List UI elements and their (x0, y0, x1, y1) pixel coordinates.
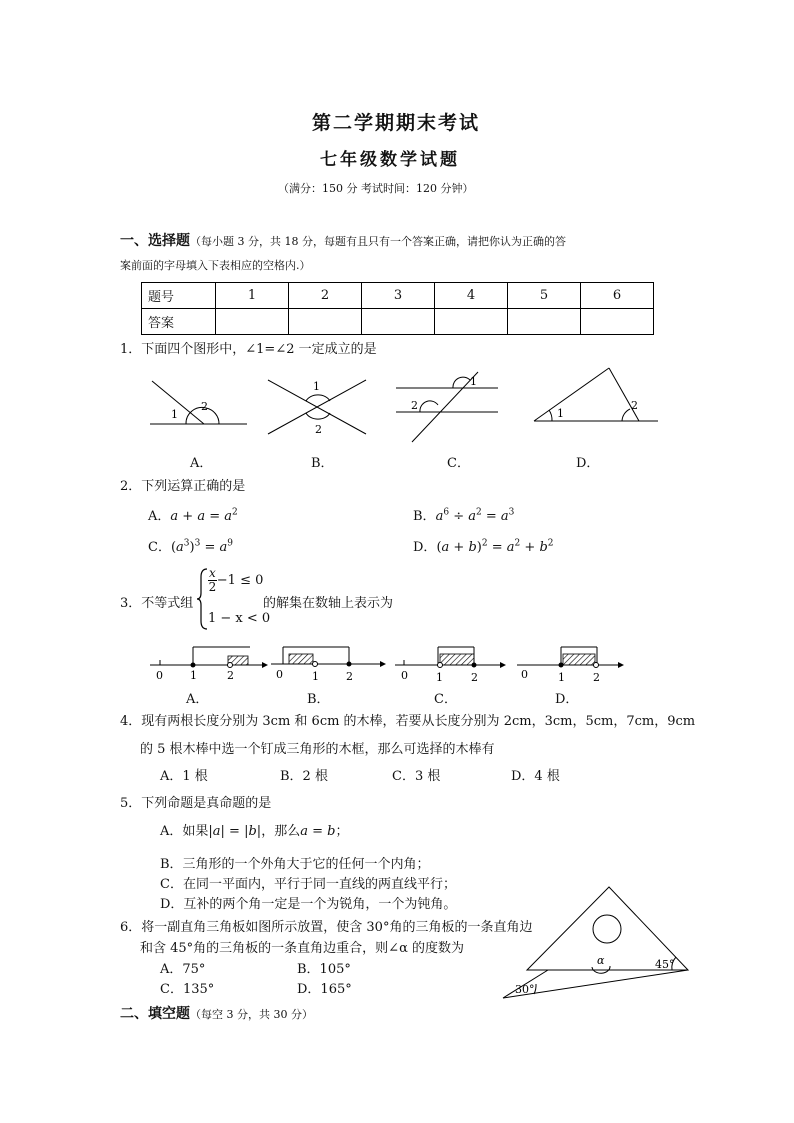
q5-option-a-post: ，那么 (261, 824, 301, 839)
q5-option-b[interactable]: B．三角形的一个外角大于它的任何一个内角； (160, 857, 430, 872)
q2-option-d-label: D． (413, 540, 437, 555)
q4-line2: 的 5 根木棒中选一个钉成三角形的木框，那么可选择的木棒有 (140, 742, 495, 757)
table-cell: 6 (581, 283, 654, 309)
svg-text:1: 1 (171, 408, 178, 421)
section2-heading-line (120, 1003, 313, 1023)
svg-text:1: 1 (313, 380, 320, 393)
q2-option-b-label: B． (413, 509, 436, 524)
q2-option-a[interactable]: A．$a + a = a^2$ (148, 507, 238, 524)
table-label-answer: 答案 (142, 309, 216, 335)
section1-heading: 一、选择题 (120, 233, 190, 249)
svg-text:1: 1 (470, 375, 477, 388)
q6-line2: 和含 45°角的三角板的一条直角边重合，则∠α 的度数为 (140, 941, 464, 956)
svg-text:1: 1 (558, 671, 565, 684)
q6-option-b[interactable]: B．105° (297, 962, 351, 977)
q6-30-label: 30° (515, 983, 535, 996)
q1-label-a: A． (190, 456, 213, 471)
q1-label-b: B． (311, 456, 334, 471)
q3-line1-rest: −1 ≤ 0 (216, 573, 264, 588)
table-cell: 5 (508, 283, 581, 309)
svg-text:2: 2 (227, 669, 234, 682)
q5-option-d[interactable]: D．互补的两个角一定是一个为锐角，一个为钝角。 (160, 897, 457, 912)
section1-note-1: （每小题 3 分，共 18 分，每题有且只有一个答案正确，请把你认为正确的答 (190, 235, 566, 248)
svg-text:0: 0 (401, 669, 408, 682)
section2-heading: 二、填空题 (120, 1006, 190, 1022)
q4-option-a[interactable]: A．1 根 (160, 769, 208, 784)
section1-note-2: 案前面的字母填入下表相应的空格内.） (120, 259, 311, 272)
q3-label-c: C． (434, 692, 457, 707)
svg-text:2: 2 (471, 671, 478, 684)
table-cell: 3 (362, 283, 435, 309)
q6-45-label: 45° (655, 958, 675, 971)
section2-note: （每空 3 分，共 30 分） (190, 1008, 313, 1021)
q2-option-c[interactable]: C．$(a^3)^3 = a^9$ (148, 538, 234, 555)
table-cell: 4 (435, 283, 508, 309)
q3-label-a: A． (186, 692, 209, 707)
q3-system-line2: 1 − x < 0 (208, 611, 271, 626)
q5-stem: 5．下列命题是真命题的是 (120, 796, 272, 811)
exam-info: （满分：150 分 考试时间：120 分钟） (278, 182, 474, 195)
q2-stem: 2．下列运算正确的是 (120, 479, 246, 494)
q3-tail: 的解集在数轴上表示为 (263, 596, 394, 611)
svg-text:0: 0 (156, 669, 163, 682)
q2-option-c-label: C． (148, 540, 171, 555)
q4-option-c[interactable]: C．3 根 (392, 769, 441, 784)
q1-label-c: C． (447, 456, 470, 471)
q6-option-d[interactable]: D．165° (297, 982, 352, 997)
q3-num: 3．不等式组 (120, 596, 194, 611)
q6-option-a[interactable]: A．75° (160, 962, 206, 977)
svg-text:0: 0 (276, 668, 283, 681)
svg-text:2: 2 (631, 399, 638, 412)
svg-text:2: 2 (315, 423, 322, 436)
table-cell: 2 (289, 283, 362, 309)
q5-option-a-pre: A．如果 (160, 824, 209, 839)
exam-subtitle: 七年级数学试题 (320, 150, 460, 170)
table-cell: 1 (216, 283, 289, 309)
q4-line1: 4．现有两根长度分别为 3cm 和 6cm 的木棒，若要从长度分别为 2cm，3cm，5cm，7cm，9cm (120, 714, 696, 729)
q4-option-d[interactable]: D．4 根 (511, 769, 560, 784)
q1-stem: 1．下面四个图形中，∠1=∠2 一定成立的是 (120, 342, 377, 357)
q2-option-a-label: A． (148, 509, 171, 524)
svg-text:1: 1 (312, 670, 319, 683)
svg-text:0: 0 (521, 668, 528, 681)
q3-label-d: D． (555, 692, 579, 707)
table-label-number: 题号 (142, 283, 216, 309)
q6-alpha-label: α (597, 954, 605, 967)
svg-text:2: 2 (593, 671, 600, 684)
q5-option-c[interactable]: C．在同一平面内，平行于同一直线的两直线平行； (160, 877, 456, 892)
q2-option-d[interactable]: D．$(a + b)^2 = a^2 + b^2$ (413, 538, 554, 555)
svg-text:2: 2 (201, 400, 208, 413)
q4-option-b[interactable]: B．2 根 (280, 769, 328, 784)
q6-option-c[interactable]: C．135° (160, 982, 215, 997)
svg-text:1: 1 (436, 671, 443, 684)
q5-option-a[interactable]: A．如果|a| = |b|，那么a = b； (160, 824, 349, 839)
svg-text:2: 2 (346, 670, 353, 683)
q3-label-b: B． (307, 692, 330, 707)
exam-title: 第二学期期末考试 (312, 112, 481, 134)
svg-text:1: 1 (557, 407, 564, 420)
q6-line1: 6．将一副直角三角板如图所示放置，使含 30°角的三角板的一条直角边 (120, 920, 533, 935)
svg-text:2: 2 (411, 399, 418, 412)
q1-label-d: D． (576, 456, 600, 471)
q3-system-line1: $\frac{x}{2}$ −1 ≤ 0 (208, 566, 264, 594)
svg-text:1: 1 (190, 669, 197, 682)
q2-option-b[interactable]: B．$a^6 \div a^2 = a^3$ (413, 507, 515, 524)
